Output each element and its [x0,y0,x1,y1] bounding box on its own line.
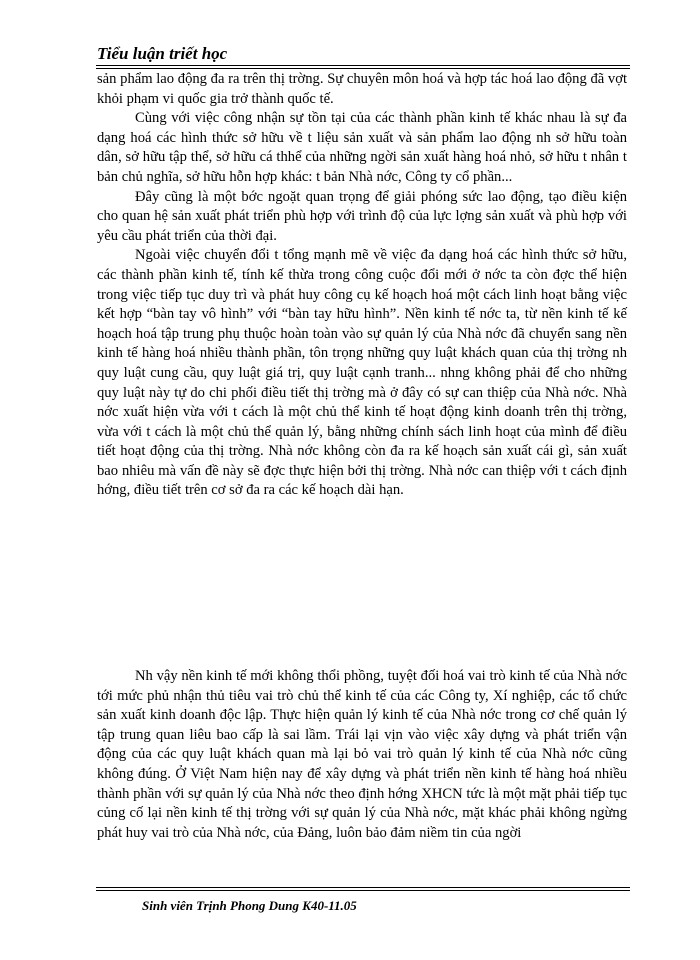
paragraph-state-role: Nh vậy nền kinh tế mới không thổi phồng, tuyệt đối hoá vai trò kinh tế của Nhà nớc tới mức phủ nhận thủ tiêu vai trò chủ thể kinh tế của các Công ty, Xí nghiệp, các tổ chức sản xuất kinh doanh độc lập. Thực hiện quản lý kinh tế của Nhà nớc trong cơ chế quản lý tập trung quan liêu bao cấp là sai lầm. Trái lại vịn vào việc xây dựng và phát triển vận động của các quy luật khách quan mà lại bỏ vai trò quản lý kinh tế của Nhà nớc cũng không đúng. Ở Việt Nam hiện nay để xây dựng và phát triển nền kinh tế hàng hoá nhiều thành phần với sự quản lý của Nhà nớc theo định hớng XHCN tức là một mặt phải tiếp tục củng cố lại nền kinh tế thị trờng với sự quản lý của Nhà nớc, mặt khác phải không ngừng phát huy vai trò của Nhà nớc, của Đảng, luôn bảo đảm niềm tin của ngời [97,668,627,841]
header-rule-thin [96,68,630,69]
paragraph-planning: Ngoài việc chuyển đổi t tổng mạnh mẽ về việc đa dạng hoá các hình thức sở hữu, các thành phần kinh tế, tính kế thừa trong công cuộc đổi mới ở nớc ta còn đợc thể hiện trong việc tiếp tục duy trì và phát huy công cụ kế hoạch hoá một cách linh hoạt bằng việc kết hợp “bàn tay vô hình” với “bàn tay hữu hình”. Nền kinh tế nớc ta, từ nền kinh tế kế hoạch hoá tập trung phụ thuộc hoàn toàn vào sự quản lý của Nhà nớc đã chuyển sang nền kinh tế hàng hoá nhiều thành phần, tôn trọng những quy luật khách quan của thị trờng nh quy luật cung cầu, quy luật giá trị, quy luật cạnh tranh... nhng không phải để cho những quy luật này tự do chi phối điều tiết thị trờng mà ở đây có sự can thiệp của Nhà nớc. Nhà nớc xuất hiện vừa với t cách là một chủ thể kinh tế hoạt động kinh doanh trên thị trờng, vừa với t cách là một chủ thể quản lý, bằng những chính sách linh hoạt của mình để điều tiết hoạt động của thị trờng. Nhà nớc không còn đa ra kế hoạch sản xuất cái gì, sản xuất bao nhiêu mà vấn đề này sẽ đợc thực hiện bởi thị trờng. Nhà nớc can thiệp với t cách định hớng, điều tiết trên cơ sở đa ra các kế hoạch dài hạn. [97,247,627,499]
body-block-2 [97,667,627,843]
footer-author: Sinh viên Trịnh Phong Dung K40-11.05 [142,898,357,913]
paragraph-continuation: sản phẩm lao động đa ra trên thị trờng. Sự chuyên môn hoá và hợp tác hoá lao động đã vợt khỏi phạm vi quốc gia trở thành quốc tế. [97,71,627,107]
header-rule [96,65,630,66]
footer-rule [96,887,630,888]
paragraph-turning-point: Đây cũng là một bớc ngoặt quan trọng để giải phóng sức lao động, tạo điều kiện cho quan hệ sản xuất phát triển phù hợp với trình độ của lực lợng sản xuất và phù hợp với yêu cầu phát triển của thời đại. [97,188,627,244]
body-block-1 [97,70,627,501]
page-header-title: Tiểu luận triết học [97,44,228,63]
paragraph-ownership: Cùng với việc công nhận sự tồn tại của các thành phần kinh tế khác nhau là sự đa dạng hoá các hình thức sở hữu về t liệu sản xuất và sản phẩm lao động nh sở hữu toàn dân, sở hữu tập thể, sở hữu cá thhể của những ngời sản xuất hàng hoá nhỏ, sở hữu t nhân t bản chủ nghĩa, sở hữu hỗn hợp khác: t bản Nhà nớc, Công ty cổ phần... [97,110,627,185]
footer-rule-thin [96,890,630,891]
